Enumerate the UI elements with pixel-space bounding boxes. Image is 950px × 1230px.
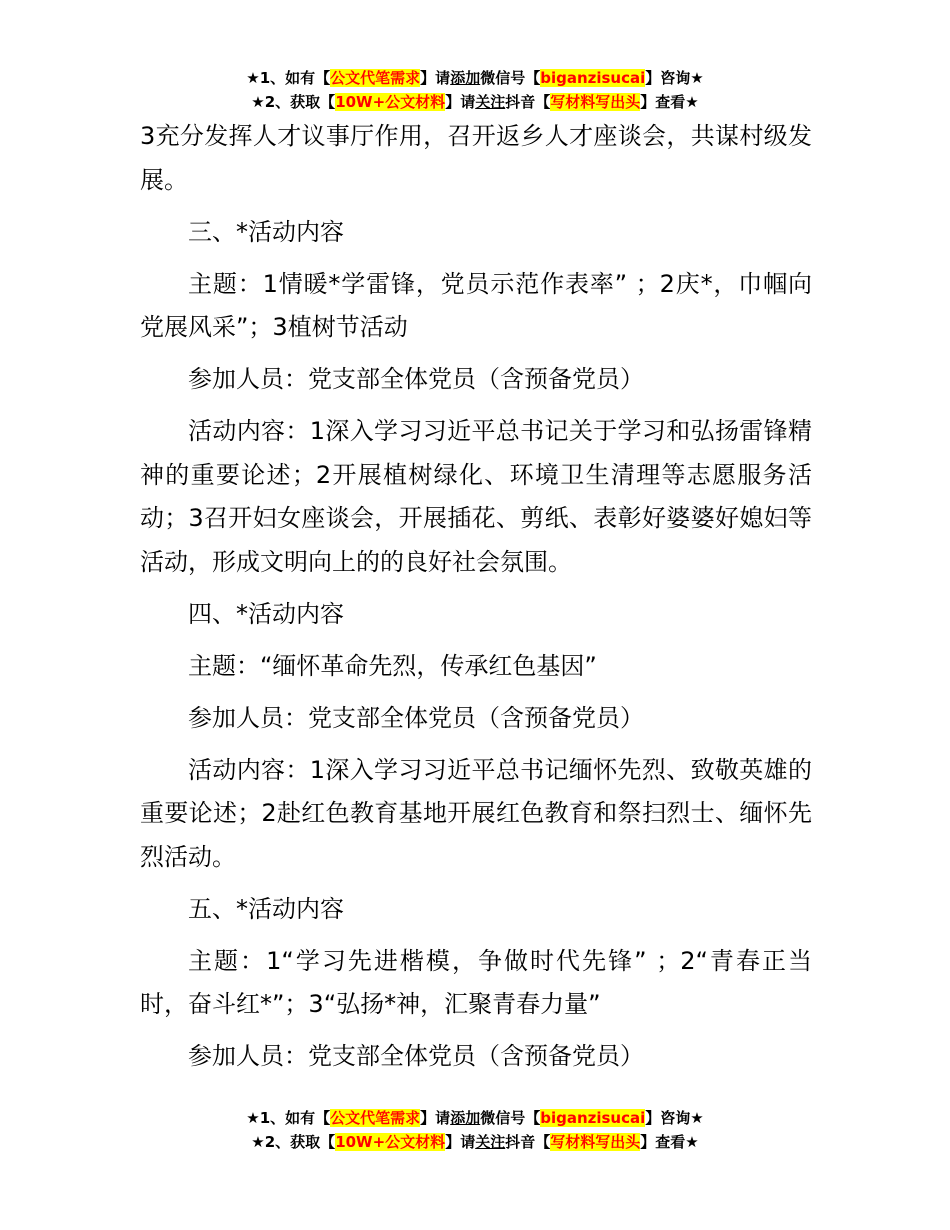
- paragraph-activity: 活动内容：1深入学习习近平总书记关于学习和弘扬雷锋精神的重要论述；2开展植树绿化、环境卫生清理等志愿服务活动；3召开妇女座谈会，开展插花、剪纸、表彰好婆婆好媳妇等活动，形成文明向上的的良好社会氛围。: [140, 417, 812, 576]
- banner-highlight: biganzisucai: [540, 69, 646, 87]
- banner-emphasis: 关注: [475, 93, 506, 111]
- banner-text: ★2、获取【: [251, 93, 336, 111]
- banner-line-1: [0, 66, 950, 90]
- paragraph-theme: 主题：1“学习先进楷模，争做时代先锋” ；2“青春正当时，奋斗红*”；3“弘扬*神，汇聚青春力量”: [140, 946, 812, 1018]
- banner-line-2: [0, 90, 950, 114]
- banner-line-2: [0, 1130, 950, 1154]
- banner-text: 】请: [445, 93, 476, 111]
- banner-text: 】咨询★: [645, 69, 704, 87]
- banner-text: 】查看★: [640, 93, 699, 111]
- paragraph-activity: 活动内容：1深入学习习近平总书记缅怀先烈、致敬英雄的重要论述；2赴红色教育基地开展红色教育和祭扫烈士、缅怀先烈活动。: [140, 755, 812, 871]
- paragraph-theme: 主题：“缅怀革命先烈，传承红色基因”: [188, 651, 597, 680]
- banner-text: ★1、如有【: [246, 69, 331, 87]
- document-body: [140, 115, 812, 1079]
- banner-text: 微信号【: [480, 1109, 541, 1127]
- paragraph-theme: 主题：1情暖*学雷锋，党员示范作表率” ；2庆*，巾帼向党展风采”；3植树节活动: [140, 269, 812, 341]
- banner-highlight: 10W+公文材料: [335, 1133, 446, 1151]
- banner-text: 】请: [445, 1133, 476, 1151]
- banner-highlight: 写材料写出头: [550, 93, 641, 111]
- banner-emphasis: 关注: [475, 1133, 506, 1151]
- banner-text: 】咨询★: [645, 1109, 704, 1127]
- paragraph-participants: 参加人员：党支部全体党员（含预备党员）: [188, 1042, 644, 1070]
- banner-text: 】查看★: [640, 1133, 699, 1151]
- banner-text: 抖音【: [505, 1133, 551, 1151]
- banner-text: ★1、如有【: [246, 1109, 331, 1127]
- banner-highlight: 10W+公文材料: [335, 93, 446, 111]
- banner-emphasis: 添加: [450, 1109, 481, 1127]
- banner-emphasis: 添加: [450, 69, 481, 87]
- banner-text: ★2、获取【: [251, 1133, 336, 1151]
- header-banner: [0, 66, 950, 114]
- paragraph-participants: 参加人员：党支部全体党员（含预备党员）: [188, 703, 644, 732]
- paragraph-continuation: 3充分发挥人才议事厅作用，召开返乡人才座谈会，共谋村级发展。: [140, 122, 812, 194]
- banner-text: 微信号【: [480, 69, 541, 87]
- banner-line-1: [0, 1106, 950, 1130]
- section-heading: 四、*活动内容: [188, 599, 344, 628]
- footer-banner: [0, 1106, 950, 1154]
- banner-text: 抖音【: [505, 93, 551, 111]
- section-heading: 五、*活动内容: [188, 894, 344, 923]
- paragraph-participants: 参加人员：党支部全体党员（含预备党员）: [188, 365, 644, 393]
- banner-text: 】请: [420, 1109, 451, 1127]
- section-heading: 三、*活动内容: [188, 217, 344, 246]
- banner-highlight: 公文代笔需求: [330, 69, 421, 87]
- banner-highlight: 写材料写出头: [550, 1133, 641, 1151]
- banner-text: 】请: [420, 69, 451, 87]
- banner-highlight: 公文代笔需求: [330, 1109, 421, 1127]
- banner-highlight: biganzisucai: [540, 1109, 646, 1127]
